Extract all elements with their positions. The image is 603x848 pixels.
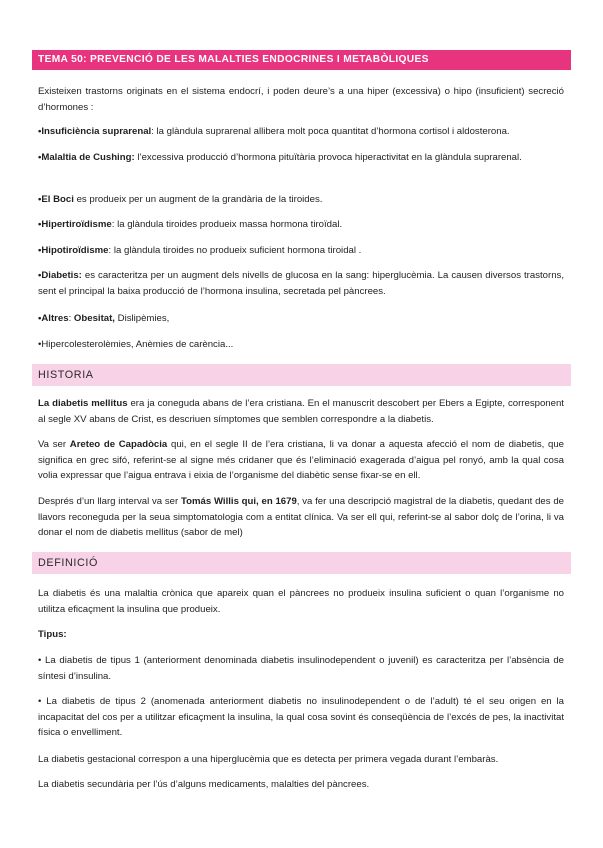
disorder-term: •El Boci (38, 194, 74, 205)
disorder-text: es produeix per un augment de la grandària de la tiroides. (76, 194, 323, 205)
section-heading-historia: HISTORIA (32, 364, 571, 386)
disorder-item (38, 150, 564, 166)
disorder-text: es caracteritza per un augment dels nivells de glucosa en la sang: hiperglucèmia. La causen diversos trastorns, sent el principal la baixa producció de l’hormona insulina, secretada pel pàncrees. (38, 270, 564, 297)
historia-text: Després d’un llarg interval va ser (38, 496, 181, 507)
intro-paragraph: Existeixen trastorns originats en el sistema endocrí, i poden deure’s a una hiper (excessiva) o hipo (insuficient) secreció d’hormones : (38, 86, 564, 113)
tipus-label-text: Tipus: (38, 629, 67, 640)
historia-paragraph (38, 396, 564, 427)
disorder-term: •Diabetis: (38, 270, 82, 281)
others-sep: : (68, 313, 74, 324)
disorder-text: la glàndula tiroides no produeix suficient hormona tiroidal . (113, 245, 362, 256)
disorder-text: la glàndula suprarenal allibera molt poca quantitat d’hormona cortisol i aldosterona. (156, 126, 510, 137)
others-term: •Altres (38, 313, 69, 324)
tipus-label (38, 627, 564, 643)
disorder-term: •Malaltia de Cushing: (38, 152, 135, 163)
historia-bold: Tomás Willis qui, en 1679 (180, 496, 297, 507)
historia-paragraph (38, 437, 564, 484)
others-rest: Dislipèmies, (114, 313, 170, 324)
others-item-2: •Hipercolesterolèmies, Anèmies de carència... (38, 339, 234, 350)
disorder-term: •Hipotiroïdisme (38, 245, 109, 256)
disorder-sep: : (111, 219, 118, 230)
historia-text: , va fer una descripció magistral de la diabetis, quedant des de llavors reconeguda per la seua simptomatologia com a entitat clínica. Va ser ell qui, referint-se al sabor dolç de l’orina, li va donar el nom de diabetis mellitus (sabor de mel) (38, 496, 564, 538)
section-heading-definicio: DEFINICIÓ (32, 552, 571, 574)
definicio-paragraph: La diabetis és una malaltia crònica que apareix quan el pàncrees no produeix insulina suficient o quan l’organisme no utilitza eficaçment la insulina que produeix. (38, 588, 564, 615)
historia-text: era ja coneguda abans de l’era cristiana. En el manuscrit descobert per Ebers a Egipte, corresponent al segle XV abans de Crist, es descriuen símptomes que semblen correspondre a la diabetis. (38, 398, 564, 425)
historia-text: Va ser (38, 439, 70, 450)
disorder-sep: : (108, 245, 114, 256)
disorder-term: •Insuficiència suprarenal (38, 126, 152, 137)
disorder-sep: : (151, 126, 157, 137)
definicio-paragraph: La diabetis gestacional correspon a una hiperglucèmia que es detecta per primera vegada durant l’embaràs. (38, 754, 499, 765)
historia-bold: Areteo de Capadòcia (69, 439, 168, 450)
disorder-item (38, 124, 564, 140)
others-term-obesitat: Obesitat, (73, 313, 115, 324)
disorder-item (38, 217, 564, 233)
historia-text: qui, en el segle II de l’era cristiana, li va donar a aquesta afecció el nom de diabetis, que significa en grec sifó, referint-se al signe més cridaner que és l’eliminació exagerada d’aigua pel ronyó, amb la qual cosa volia expressar que l’aigua entrava i eixia de l’organisme del diabètic sense fixar-se en ell. (38, 439, 565, 481)
disorder-item (38, 268, 564, 299)
others-item (38, 311, 564, 327)
tipus-item: • La diabetis de tipus 2 (anomenada anteriorment diabetis no insulinodependent o de l’adult) té el seu origen en la incapacitat del cos per a utilitzar eficaçment la insulina, la qual cosa sovint és conseqüència de l’excés de pes, la inactivitat física o envelliment. (38, 696, 564, 738)
disorder-text: la glàndula tiroides produeix massa hormona tiroïdal. (117, 219, 343, 230)
definicio-paragraph: La diabetis secundària per l’ús d’alguns medicaments, malalties del pàncrees. (38, 779, 370, 790)
tipus-item: • La diabetis de tipus 1 (anteriorment denominada diabetis insulinodependent o juvenil) es caracteritza per l’absència de síntesi d’insulina. (38, 655, 564, 682)
disorder-item (38, 243, 564, 259)
disorder-text: l’excessiva producció d’hormona pituïtària provoca hiperactivitat en la glàndula suprarenal. (137, 152, 522, 163)
page-title: TEMA 50: PREVENCIÓ DE LES MALALTIES ENDOCRINES I METABÒLIQUES (32, 50, 571, 70)
disorder-term: •Hipertiroïdisme (38, 219, 112, 230)
historia-paragraph (38, 494, 564, 541)
disorder-item (38, 192, 564, 208)
historia-bold: La diabetis mellitus (38, 398, 128, 409)
